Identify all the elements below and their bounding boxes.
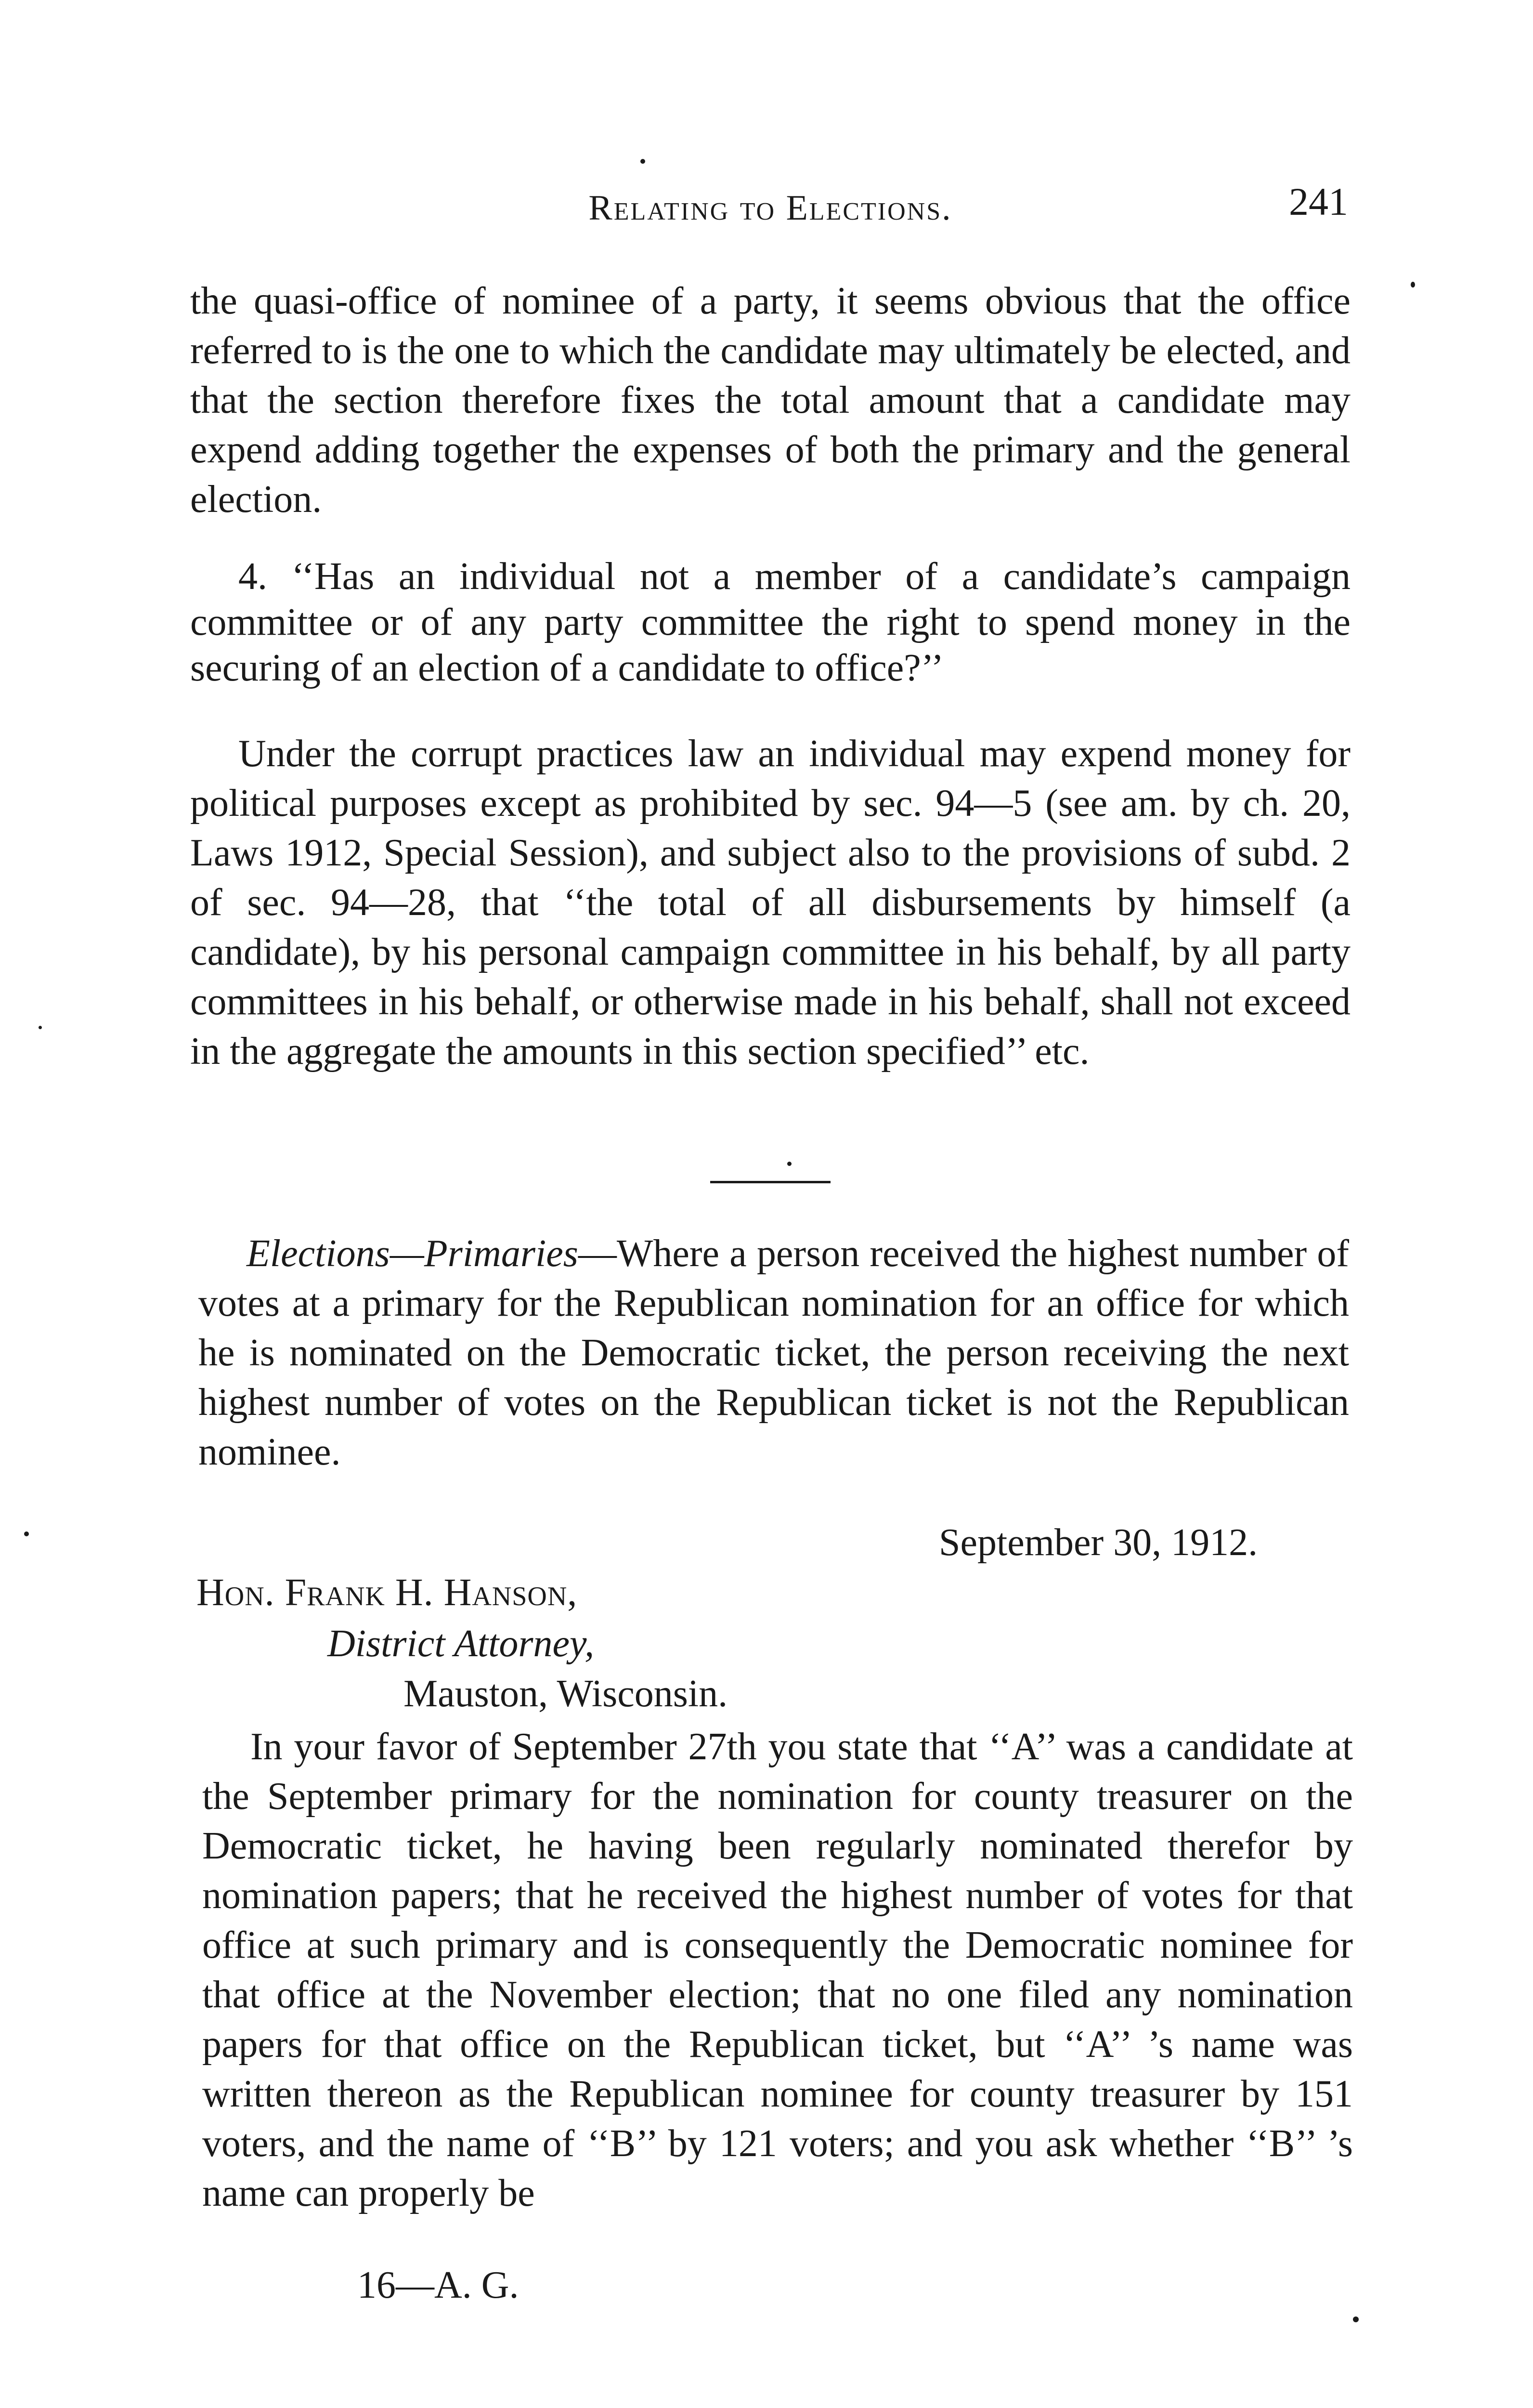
letter-date: September 30, 1912. bbox=[939, 1521, 1258, 1564]
addressee-name: Hon. Frank H. Hanson, bbox=[196, 1571, 578, 1614]
paragraph-answer bbox=[190, 729, 1351, 1076]
paragraph-text: the quasi-office of nominee of a party, it seems obvious that the office referred to is the one to which the candidate may ultimately be elected, and that the section therefore fixes the total amount that a candidate may expend adding together the expenses of both the primary and the general election. bbox=[190, 280, 1351, 521]
separator-dot bbox=[787, 1162, 792, 1166]
question-4 bbox=[190, 554, 1351, 691]
headnote-paragraph bbox=[198, 1229, 1349, 1477]
headnote-text: —Where a person received the highest number of votes at a primary for the Republican nomination for an office for which he is nominated on the Democratic ticket, the person receiving the next highest number of votes on the Republican ticket is not the Republican nominee. bbox=[198, 1232, 1349, 1473]
letter-body-text: In your favor of September 27th you state that ‘‘A’’ was a candidate at the September primary for the nomination for county treasurer on the Democratic ticket, he having been regularly nominated therefor by nomination papers; that he received the highest number of votes for that office at such primary and is consequently the Democratic nominee for that office at the November election; that no one filed any nomination papers for that office on the Republican ticket, but ‘‘A’’ ’s name was written thereon as the Republican nominee for county treasurer by 151 voters, and the name of ‘‘B’’ by 121 voters; and you ask whether ‘‘B’’ ’s name can properly be bbox=[202, 1726, 1353, 2214]
print-speck bbox=[1411, 282, 1415, 288]
running-head: Relating to Elections. bbox=[588, 188, 952, 228]
print-speck bbox=[640, 159, 645, 164]
paragraph-continuation bbox=[190, 276, 1351, 524]
page-number: 241 bbox=[1289, 180, 1348, 223]
headnote-lead: Elections—Primaries bbox=[247, 1232, 578, 1275]
print-speck bbox=[24, 1531, 29, 1536]
addressee-title: District Attorney, bbox=[327, 1623, 595, 1665]
section-separator bbox=[710, 1181, 831, 1183]
addressee-place: Mauston, Wisconsin. bbox=[403, 1673, 728, 1715]
page-header bbox=[193, 179, 1348, 232]
paragraph-text: Under the corrupt practices law an individual may expend money for political purposes except as prohibited by sec. 94—5 (see am. by ch. 20, Laws 1912, Special Session), and subject also to the provisions of subd. 2 of sec. 94—28, that ‘‘the total of all disbursements by himself (a candidate), by his personal campaign committee in his behalf, by all party committees in his behalf, or otherwise made in his behalf, shall not exceed in the aggregate the amounts in this section specified’’ etc. bbox=[190, 733, 1351, 1073]
letter-body bbox=[202, 1722, 1353, 2218]
question-text: 4. ‘‘Has an individual not a member of a candidate’s campaign committee or of any party committee the right to spend money in the securing of an election of a candidate to office?’’ bbox=[190, 555, 1351, 689]
print-speck bbox=[1353, 2316, 1359, 2322]
headnote bbox=[198, 1229, 1349, 1477]
signature-reference: 16—A. G. bbox=[357, 2264, 519, 2306]
print-speck bbox=[39, 1026, 42, 1029]
